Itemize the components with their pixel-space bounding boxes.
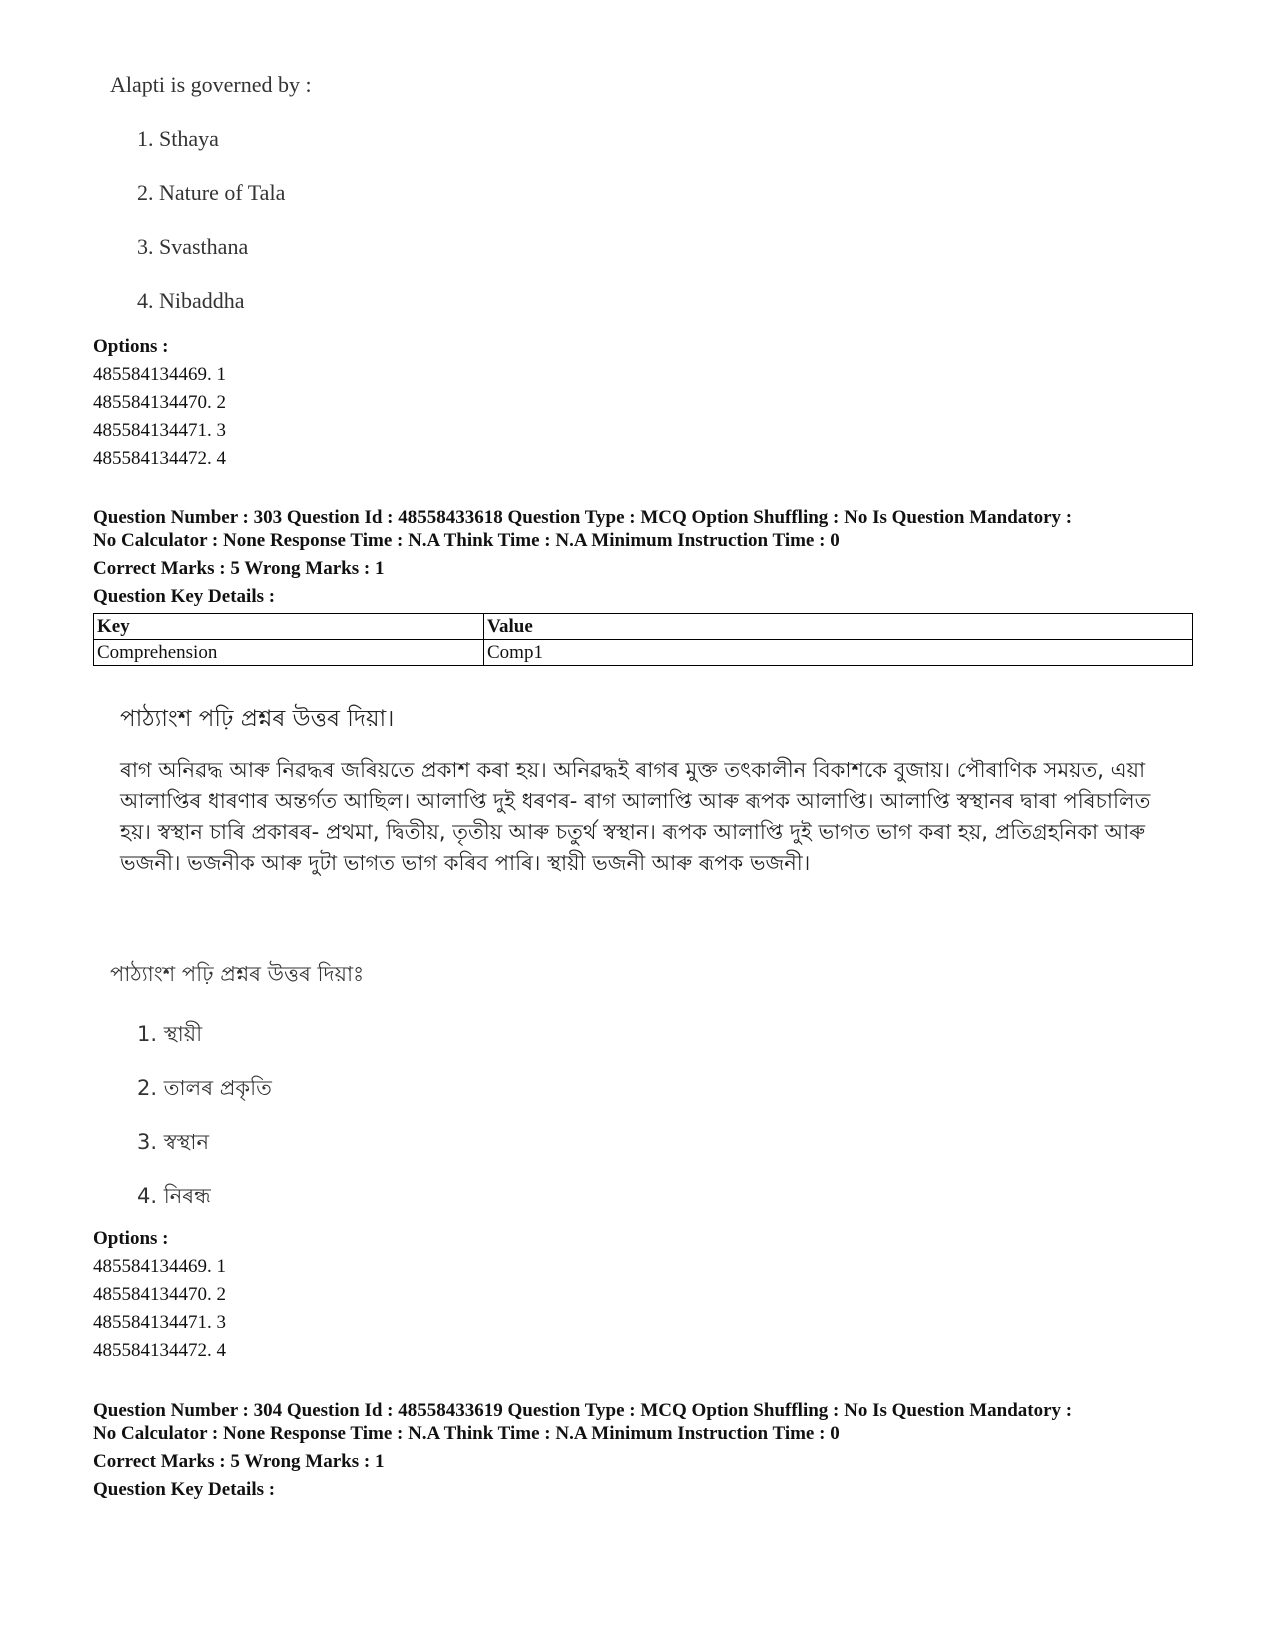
options-label: Options :	[93, 336, 169, 357]
question-item: 1. Sthaya	[137, 126, 219, 151]
question-stem: Alapti is governed by :	[110, 72, 312, 97]
table-cell: Comp1	[484, 640, 1193, 666]
question-info-line: No Calculator : None Response Time : N.A Think Time : N.A Minimum Instruction Time : 0	[93, 530, 840, 551]
key-details-label: Question Key Details :	[93, 1479, 276, 1500]
question-stem: পাঠ্যাংশ পঢ়ি প্ৰশ্নৰ উত্তৰ দিয়াঃ	[110, 962, 365, 986]
table-header-cell: Key	[94, 614, 484, 640]
option-item: 485584134472. 4	[93, 448, 226, 469]
options-list	[93, 333, 226, 473]
question-303-meta	[93, 506, 1193, 608]
option-item: 485584134469. 1	[93, 364, 226, 385]
question-info-line: Question Number : 304 Question Id : 48558433619 Question Type : MCQ Option Shuffling : No Is Question Mandatory :	[93, 1400, 1073, 1421]
table-header-row	[94, 614, 1193, 640]
question-item: 3. Svasthana	[137, 234, 249, 259]
table-cell: Comprehension	[94, 640, 484, 666]
options-list	[93, 1225, 226, 1365]
option-item: 485584134470. 2	[93, 1284, 226, 1305]
question-info-line: Question Number : 303 Question Id : 48558433618 Question Type : MCQ Option Shuffling : No Is Question Mandatory :	[93, 507, 1073, 528]
option-item: 485584134471. 3	[93, 1312, 226, 1333]
question-item: 4. Nibaddha	[137, 288, 245, 313]
question-item: 1. স্থায়ী	[137, 1022, 203, 1046]
option-item: 485584134472. 4	[93, 1340, 226, 1361]
question-item: 3. স্বস্থান	[137, 1130, 210, 1154]
passage-title: পাঠ্যাংশ পঢ়ি প্ৰশ্নৰ উত্তৰ দিয়া।	[120, 706, 395, 732]
option-item: 485584134470. 2	[93, 392, 226, 413]
question-item: 2. Nature of Tala	[137, 180, 286, 205]
option-item: 485584134471. 3	[93, 420, 226, 441]
comprehension-passage	[120, 700, 1180, 879]
question-item: 2. তালৰ প্ৰকৃতি	[137, 1076, 272, 1100]
question-304-meta	[93, 1399, 1193, 1501]
option-item: 485584134469. 1	[93, 1256, 226, 1277]
table-row	[94, 640, 1193, 666]
marks-line: Correct Marks : 5 Wrong Marks : 1	[93, 1451, 385, 1472]
question-303-image	[110, 958, 364, 1234]
key-details-label: Question Key Details :	[93, 586, 276, 607]
question-info-line: No Calculator : None Response Time : N.A Think Time : N.A Minimum Instruction Time : 0	[93, 1423, 840, 1444]
table-header-cell: Value	[484, 614, 1193, 640]
passage-body: ৰাগ অনিৱদ্ধ আৰু নিৱদ্ধৰ জৰিয়তে প্ৰকাশ কৰা হয়। অনিৱদ্ধই ৰাগৰ মুক্ত তৎকালীন বিকাশকে বুজায়। পৌৰাণিক সময়ত, এয়া আলাপ্তিৰ ধাৰণাৰ অন্তৰ্গত আছিল। আলাপ্তি দুই ধৰণৰ- ৰাগ আলাপ্তি আৰু ৰূপক আলাপ্তি। আলাপ্তি স্বস্থানৰ দ্বাৰা পৰিচালিত হয়। স্বস্থান চাৰি প্ৰকাৰৰ- প্ৰথমা, দ্বিতীয়, তৃতীয় আৰু চতুৰ্থ স্বস্থান। ৰূপক আলাপ্তি দুই ভাগত ভাগ কৰা হয়, প্ৰতিগ্ৰহনিকা আৰু ভজনী। ভজনীক আৰু দুটা ভাগত ভাগ কৰিব পাৰি। স্থায়ী ভজনী আৰু ৰূপক ভজনী।	[120, 758, 1151, 875]
marks-line: Correct Marks : 5 Wrong Marks : 1	[93, 558, 385, 579]
question-item: 4. নিৰন্ধ	[137, 1184, 211, 1208]
question-302-image	[110, 72, 312, 339]
key-details-table	[93, 613, 1193, 666]
options-label: Options :	[93, 1228, 169, 1249]
